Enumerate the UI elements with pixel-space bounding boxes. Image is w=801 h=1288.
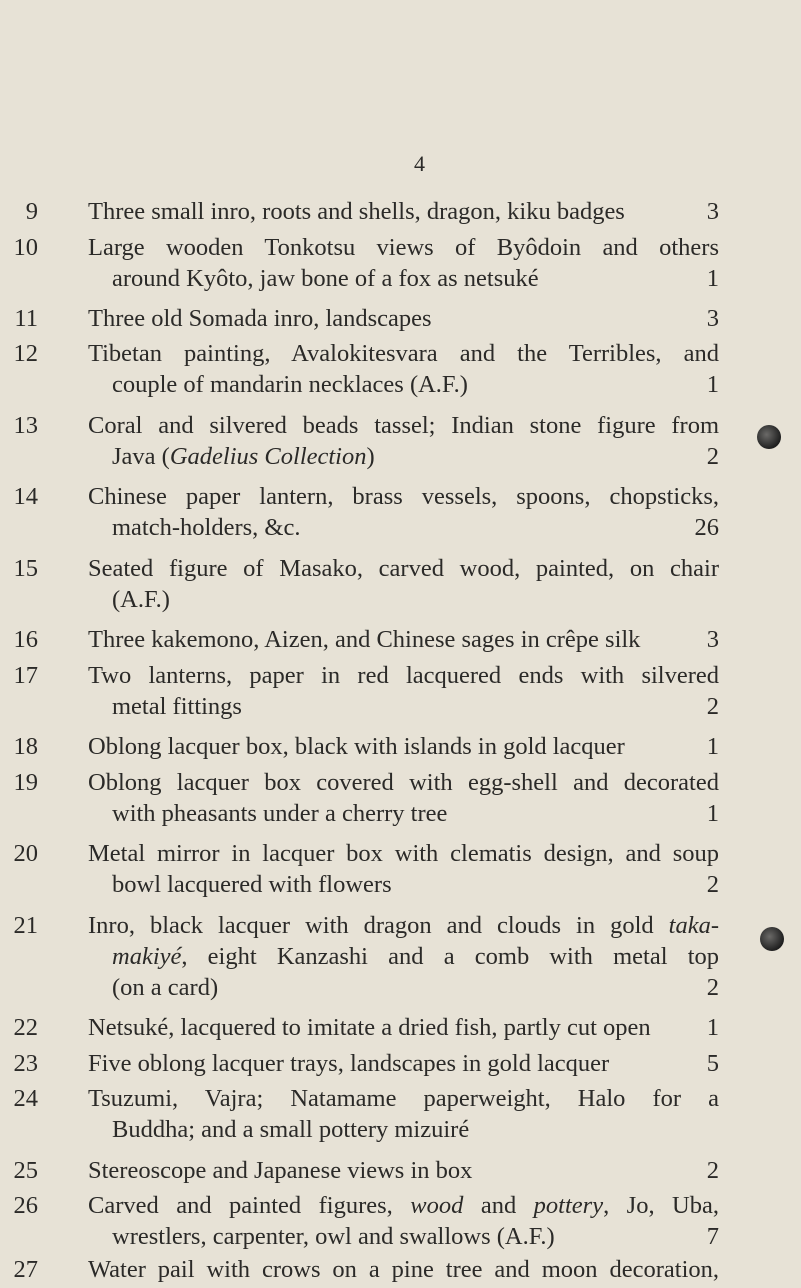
lot-quantity: 1 — [706, 1014, 719, 1041]
lot-number: 23 — [13, 1050, 38, 1077]
entry-description: Inro, black lacquer with dragon and clouds in gold taka- — [88, 912, 719, 939]
lot-quantity: 2 — [706, 693, 719, 720]
entry-description-continued: Buddha; and a small pottery mizuiré — [112, 1116, 470, 1143]
binding-hole-mark — [760, 927, 784, 951]
entry-description: Tsuzumi, Vajra; Natamame paperweight, Halo for a — [88, 1085, 719, 1112]
technique-term: taka- — [668, 912, 719, 939]
entry-description-continued: match-holders, &c. — [112, 514, 301, 541]
entry-description-continued: Java (Gadelius Collection) — [112, 443, 375, 470]
lot-quantity: 3 — [706, 198, 719, 225]
entry-description: Three small inro, roots and shells, dragon, kiku badges — [88, 198, 625, 225]
collection-name: Gadelius Collection — [169, 443, 367, 470]
entry-description: Three kakemono, Aizen, and Chinese sages in crêpe silk — [88, 626, 641, 653]
lot-quantity: 1 — [706, 733, 719, 760]
page-number: 4 — [414, 151, 425, 176]
entry-description: Tibetan painting, Avalokitesvara and the Terribles, and — [88, 340, 719, 367]
entry-description-continued: makiyé, eight Kanzashi and a comb with metal top — [112, 943, 719, 970]
binding-hole-mark — [757, 425, 781, 449]
lot-number: 26 — [13, 1192, 38, 1219]
lot-quantity: 3 — [706, 305, 719, 332]
lot-quantity: 2 — [706, 974, 719, 1001]
lot-number: 21 — [13, 912, 38, 939]
entry-description-continued: with pheasants under a cherry tree — [112, 800, 448, 827]
entry-description: Seated figure of Masako, carved wood, painted, on chair — [88, 555, 719, 582]
lot-quantity: 7 — [706, 1223, 719, 1250]
entry-description: Metal mirror in lacquer box with clematis design, and soup — [88, 840, 719, 867]
entry-description-continued: bowl lacquered with flowers — [112, 871, 392, 898]
lot-quantity: 1 — [706, 800, 719, 827]
lot-number: 24 — [13, 1085, 38, 1112]
entry-description: Chinese paper lantern, brass vessels, spoons, chopsticks, — [88, 483, 719, 510]
lot-number: 27 — [13, 1256, 38, 1283]
entry-description: Large wooden Tonkotsu views of Byôdoin and others — [88, 234, 719, 261]
entry-description-continued: couple of mandarin necklaces (A.F.) — [112, 371, 468, 398]
entry-description-continued: around Kyôto, jaw bone of a fox as netsuké — [112, 265, 539, 292]
entry-description: Five oblong lacquer trays, landscapes in gold lacquer — [88, 1050, 610, 1077]
entry-description: Oblong lacquer box, black with islands in gold lacquer — [88, 733, 625, 760]
material-term: wood — [410, 1192, 464, 1219]
entry-description-continued: metal fittings — [112, 693, 242, 720]
lot-number: 10 — [13, 234, 38, 261]
lot-number: 20 — [13, 840, 38, 867]
lot-quantity: 26 — [694, 514, 719, 541]
entry-description: Three old Somada inro, landscapes — [88, 305, 432, 332]
entry-description: Two lanterns, paper in red lacquered ends with silvered — [88, 662, 719, 689]
lot-number: 25 — [13, 1157, 38, 1184]
entry-description-continued: (A.F.) — [112, 586, 170, 613]
entry-description: Carved and painted figures, wood and pottery, Jo, Uba, — [88, 1192, 719, 1219]
lot-quantity: 5 — [706, 1050, 719, 1077]
technique-term: makiyé — [112, 943, 182, 970]
lot-number: 19 — [13, 769, 38, 796]
lot-number: 11 — [14, 305, 38, 332]
lot-number: 9 — [25, 198, 38, 225]
entry-description: Oblong lacquer box covered with egg-shell and decorated — [88, 769, 719, 796]
lot-number: 17 — [13, 662, 38, 689]
entry-description-continued: wrestlers, carpenter, owl and swallows (A.F.) — [112, 1223, 555, 1250]
lot-number: 16 — [13, 626, 38, 653]
lot-number: 14 — [13, 483, 38, 510]
lot-number: 18 — [13, 733, 38, 760]
lot-number: 12 — [13, 340, 38, 367]
entry-description: Coral and silvered beads tassel; Indian stone figure from — [88, 412, 719, 439]
lot-number: 15 — [13, 555, 38, 582]
entry-description: Water pail with crows on a pine tree and moon decoration, — [88, 1256, 719, 1283]
entry-description: Netsuké, lacquered to imitate a dried fish, partly cut open — [88, 1014, 651, 1041]
entry-description: Stereoscope and Japanese views in box — [88, 1157, 473, 1184]
lot-quantity: 1 — [706, 371, 719, 398]
lot-quantity: 2 — [706, 871, 719, 898]
entry-description-continued: (on a card) — [112, 974, 219, 1001]
lot-quantity: 2 — [706, 443, 719, 470]
material-term: pottery — [533, 1192, 604, 1219]
lot-quantity: 2 — [706, 1157, 719, 1184]
lot-number: 13 — [13, 412, 38, 439]
lot-quantity: 3 — [706, 626, 719, 653]
lot-number: 22 — [13, 1014, 38, 1041]
lot-quantity: 1 — [706, 265, 719, 292]
